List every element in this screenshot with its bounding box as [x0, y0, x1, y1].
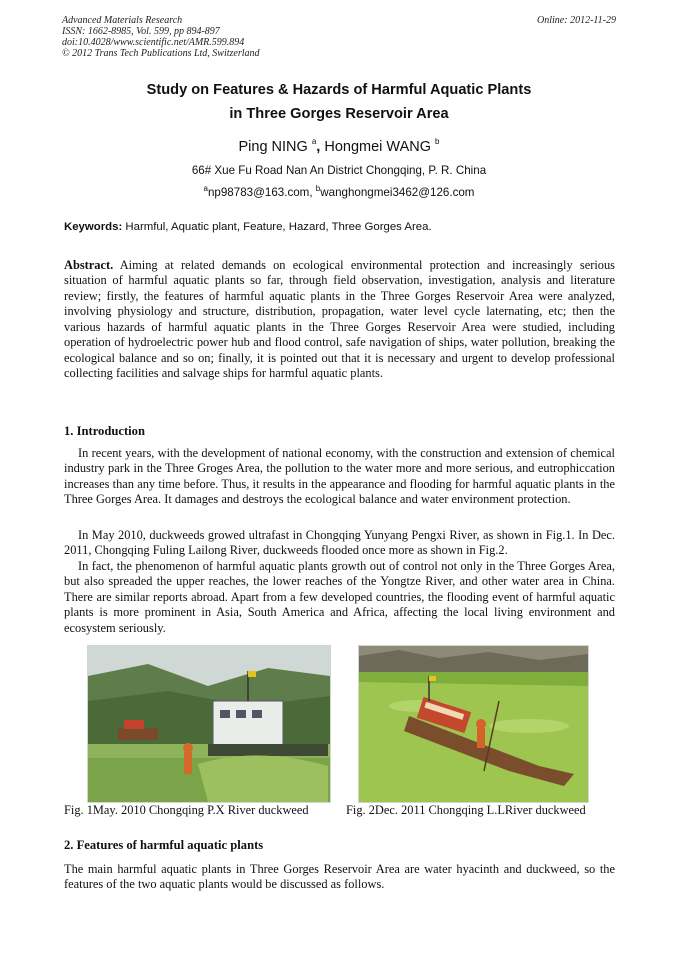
- figure-1-caption: Fig. 1May. 2010 Chongqing P.X River duckweed: [64, 803, 309, 817]
- journal-header: [62, 15, 260, 59]
- email-2: wanghongmei3462@126.com: [320, 186, 475, 199]
- email-2-affil: b: [315, 184, 321, 193]
- intro-paragraph-2: In May 2010, duckweeds growed ultrafast in Chongqing Yunyang Pengxi River, as shown in Fig.1. In Dec. 2011, Chongqing Fuling Lailong River, duckweeds flooded once more as shown in Fig.2.: [64, 528, 615, 558]
- paper-title: [0, 78, 678, 126]
- section-2-heading: 2. Features of harmful aquatic plants: [64, 838, 264, 852]
- email-separator: ,: [309, 186, 316, 199]
- section-1-heading: 1. Introduction: [64, 424, 145, 438]
- author-2-affil: b: [435, 137, 440, 146]
- author-emails: [0, 186, 678, 199]
- abstract: [64, 258, 615, 382]
- journal-name: Advanced Materials Research: [62, 15, 183, 26]
- title-line-1: Study on Features & Hazards of Harmful Aquatic Plants: [146, 82, 532, 98]
- abstract-text: Aiming at related demands on ecological environmental protection and increasingly serious situation of harmful aquatic plants so far, through field observation, investigation, analysis and literature review; firstly, the features of harmful aquatic plants in the Three Gorges Reservoir Area were analyzed, involving physiology and structure, distribution, propagation, water level cycle laternating, etc; then the various hazards of harmful aquatic plants in the Three Gorges Reservoir Area were studied, including operation of hydroelectric power hub and flood control, safe navigation of ships, water pollution, breaking the ecological balance and so on; finally, it is pointed out that it is necessary and urgent to develop professional collecting facilities and salvage ships for harmful aquatic plants.: [64, 258, 615, 381]
- figure-2-illustration: [359, 646, 588, 802]
- author-separator: ,: [316, 139, 325, 155]
- figure-2-caption: Fig. 2Dec. 2011 Chongqing L.LRiver duckweed: [346, 803, 586, 817]
- author-list: [0, 139, 678, 155]
- features-paragraph-1: The main harmful aquatic plants in Three Gorges Reservoir Area are water hyacinth and duckweed, so the features of the two aquatic plants would be discussed as follows.: [64, 862, 615, 892]
- keywords-label: Keywords:: [64, 221, 123, 233]
- author-1: Ping NING: [238, 139, 308, 155]
- figure-1-illustration: [88, 646, 330, 802]
- figure-1-photo: [87, 645, 331, 803]
- copyright-line: © 2012 Trans Tech Publications Ltd, Switzerland: [62, 48, 260, 59]
- author-address: 66# Xue Fu Road Nan An District Chongqing, P. R. China: [191, 164, 487, 177]
- doi-line: doi:10.4028/www.scientific.net/AMR.599.894: [62, 37, 245, 48]
- abstract-label: Abstract.: [64, 258, 114, 272]
- keywords-text: Harmful, Aquatic plant, Feature, Hazard, Three Gorges Area.: [122, 221, 432, 233]
- author-2: Hongmei WANG: [324, 139, 431, 155]
- keywords: [64, 221, 616, 233]
- figure-2-photo: [358, 645, 589, 803]
- intro-paragraph-3: In fact, the phenomenon of harmful aquatic plants growth out of control not only in the Three Gorges Area, but also spreaded the upper reaches, the lower reaches of the Yongtze River, and other water area in China. There are similar reports abroad. Apart from a few developed countries, the flooding event of harmful aquatic plants is more prominent in Asia, South America and Africa, affecting the local living environment and ecosystem seriously.: [64, 559, 615, 635]
- issn-line: ISSN: 1662-8985, Vol. 599, pp 894-897: [62, 26, 220, 37]
- title-line-2: in Three Gorges Reservoir Area: [229, 106, 449, 122]
- author-1-affil: a: [311, 137, 317, 146]
- intro-paragraph-1: In recent years, with the development of national economy, with the construction and extension of chemical industry park in the Three Groges Area, the pollution to the water more and more serious, and eutrophiccation increases than any time before. Thus, it results in the appearance and flooding for harmful aquatic plants in the Three Gorges Area. It damages and destroys the ecological balance and water environment protection.: [64, 446, 615, 507]
- email-1: np98783@163.com: [207, 186, 310, 199]
- online-date: Online: 2012-11-29: [537, 15, 616, 26]
- email-1-affil: a: [203, 184, 208, 193]
